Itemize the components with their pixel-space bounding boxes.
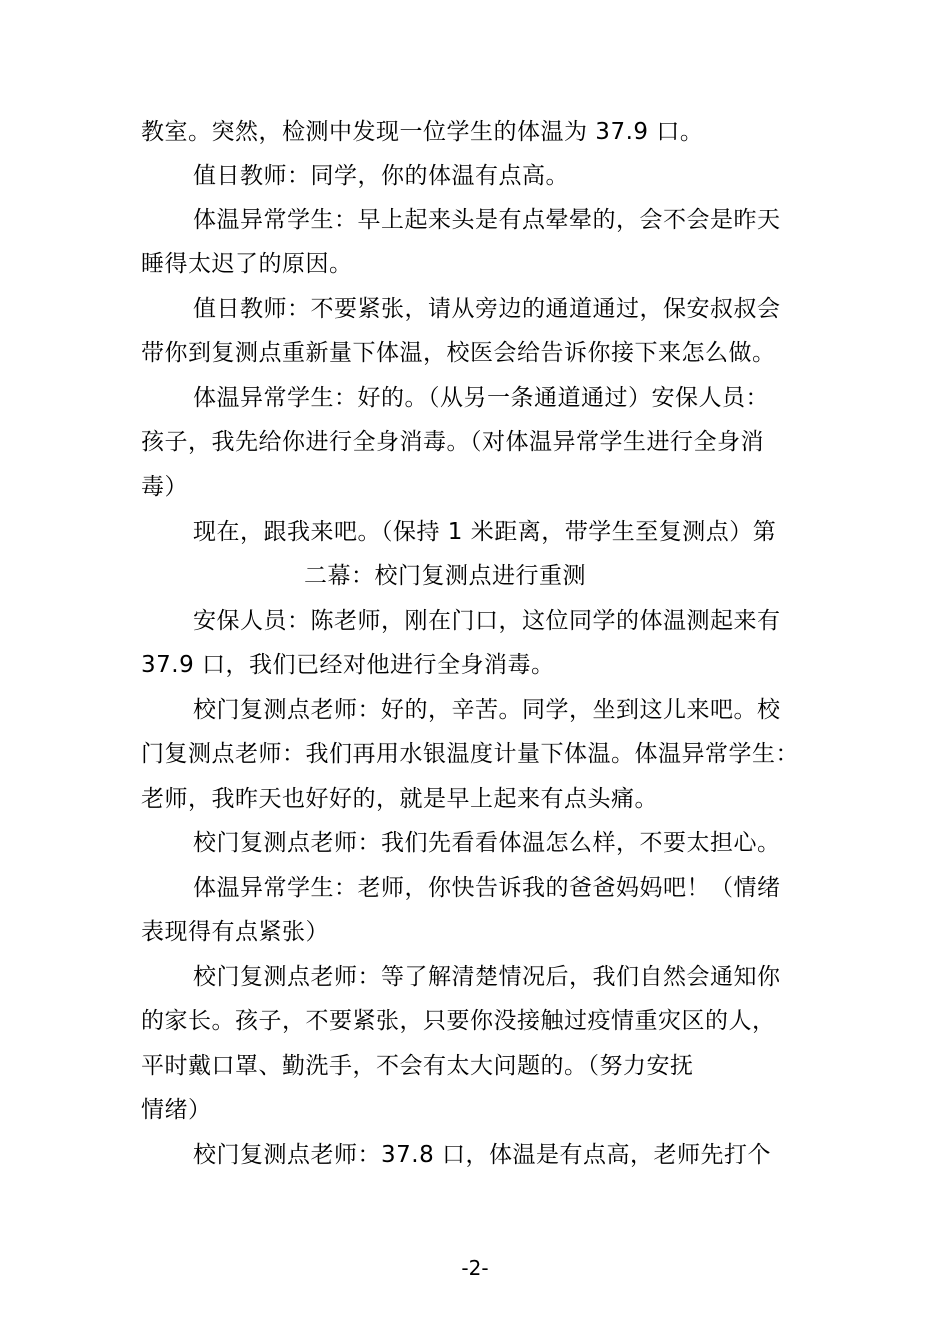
- text-line: 值日教师：不要紧张，请从旁边的通道通过，保安叔叔会: [193, 296, 781, 322]
- text-line: 体温异常学生：好的。（从另一条通道通过）安保人员：: [193, 385, 769, 411]
- section-heading: 二幕：校门复测点进行重测: [304, 563, 586, 589]
- text-line: 带你到复测点重新量下体温，校医会给告诉你接下来怎么做。: [141, 340, 776, 366]
- text-line: 值日教师：同学，你的体温有点高。: [193, 163, 569, 189]
- text-line: 校门复测点老师：好的，辛苦。同学，坐到这儿来吧。校: [193, 697, 781, 723]
- text-line: 的家长。孩子，不要紧张，只要你没接触过疫情重灾区的人，: [141, 1008, 776, 1034]
- text-line: 孩子，我先给你进行全身消毒。（对体温异常学生进行全身消: [141, 429, 764, 455]
- text-line: 老师，我昨天也好好的，就是早上起来有点头痛。: [141, 786, 658, 812]
- text-line: 睡得太迟了的原因。: [141, 251, 353, 277]
- text-line: 门复测点老师：我们再用水银温度计量下体温。体温异常学生：: [141, 741, 799, 767]
- text-line: 校门复测点老师：等了解清楚情况后，我们自然会通知你: [193, 964, 781, 990]
- text-line: 校门复测点老师：我们先看看体温怎么样，不要太担心。: [193, 830, 781, 856]
- text-line: 体温异常学生：老师，你快告诉我的爸爸妈妈吧！（情绪: [193, 875, 781, 901]
- text-line: 现在，跟我来吧。（保持 1 米距离，带学生至复测点）第: [193, 519, 777, 545]
- text-line: 教室。突然，检测中发现一位学生的体温为 37.9 口。: [141, 119, 704, 145]
- text-line: 安保人员：陈老师，刚在门口，这位同学的体温测起来有: [193, 608, 781, 634]
- text-line: 表现得有点紧张）: [141, 919, 329, 945]
- text-line: 37.9 口，我们已经对他进行全身消毒。: [141, 652, 555, 678]
- text-line: 情绪）: [141, 1097, 212, 1123]
- text-line: 平时戴口罩、勤洗手，不会有太大问题的。（努力安抚: [141, 1053, 694, 1079]
- text-line: 体温异常学生：早上起来头是有点晕晕的，会不会是昨天: [193, 207, 781, 233]
- page-number: -2-: [461, 1256, 489, 1280]
- text-line: 校门复测点老师：37.8 口，体温是有点高，老师先打个: [193, 1142, 772, 1168]
- text-line: 毒）: [141, 474, 188, 500]
